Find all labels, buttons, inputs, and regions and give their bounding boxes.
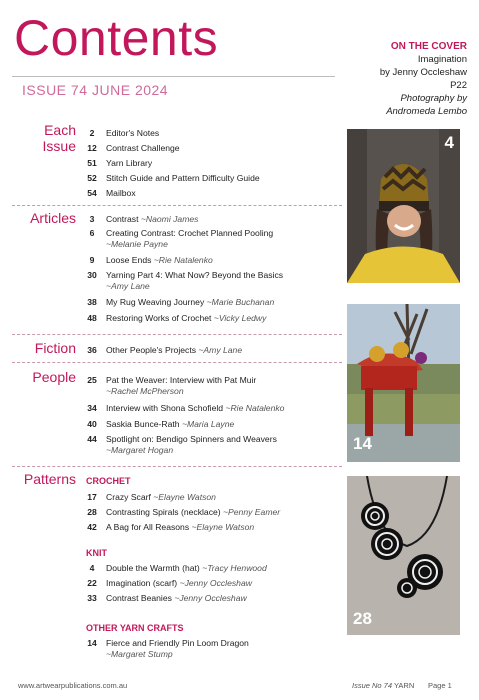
issue-date: JUNE 2024: [92, 82, 169, 98]
section-people: People: [32, 369, 76, 385]
cover-credit1: Photography by: [400, 93, 467, 104]
cover-line2: by Jenny Occleshaw: [379, 67, 467, 78]
photo-page-number: 14: [353, 434, 372, 453]
page-title: Contents: [14, 10, 219, 66]
photo-hat-image: [347, 129, 460, 283]
section-fiction: Fiction: [34, 340, 76, 356]
section-articles: Articles: [30, 210, 76, 226]
subsection-other-yarn-crafts: OTHER YARN CRAFTS: [86, 623, 184, 633]
photo-necklace: [347, 476, 460, 635]
footer-url[interactable]: www.artwearpublications.com.au: [18, 681, 128, 690]
cover-credit2: Andromeda Lembo: [386, 106, 467, 117]
photo-page-number: 28: [353, 609, 372, 628]
section-each-issue: Each Issue: [42, 122, 76, 154]
on-the-cover: [380, 40, 467, 118]
photo-page-number: 4: [444, 133, 454, 152]
divider: [12, 362, 342, 363]
divider: [12, 466, 342, 467]
cover-line1: Imagination: [417, 54, 467, 65]
issue-number: ISSUE 74: [22, 82, 88, 98]
subsection-crochet: CROCHET: [86, 476, 131, 486]
divider: [12, 334, 342, 335]
divider: [12, 205, 342, 206]
cover-page: P22: [450, 80, 467, 91]
photo-hat: [347, 129, 460, 283]
subsection-knit: KNIT: [86, 548, 107, 558]
footer-issue: Issue No 74 YARN: [352, 681, 415, 690]
footer-page: Page 1: [428, 681, 452, 690]
section-patterns: Patterns: [23, 471, 76, 487]
cover-heading: ON THE COVER: [390, 41, 467, 52]
photo-dragon: [347, 304, 460, 462]
title-rule: [12, 76, 335, 77]
